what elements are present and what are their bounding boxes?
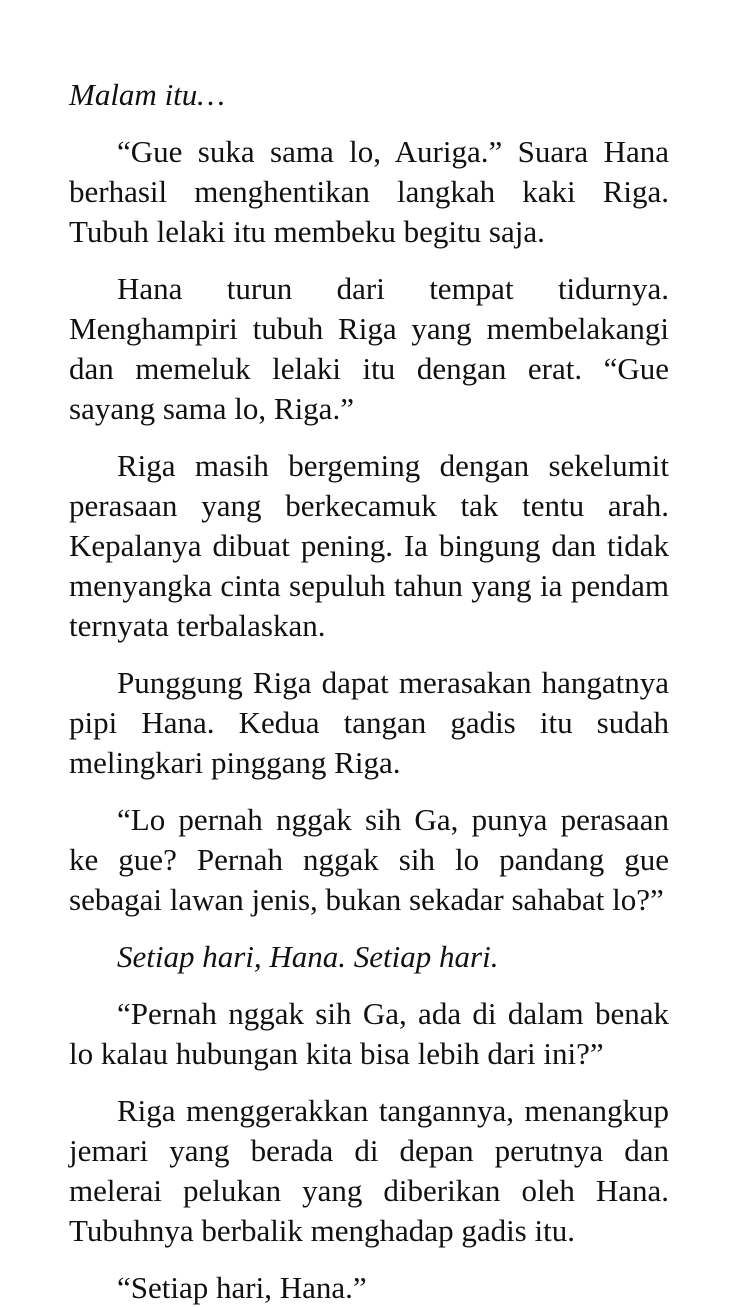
paragraph-inner-thought: Setiap hari, Hana. Setiap hari. [117,939,499,974]
paragraph: “Lo pernah nggak sih Ga, punya perasaan ke gue? Pernah nggak sih lo pandang gue sebagai lawan jenis, bukan sekadar sahabat lo?” [69,802,669,917]
paragraph: Riga menggerakkan tangannya, menangkup jemari yang berada di depan perutnya dan melerai pelukan yang diberikan oleh Hana. Tubuhnya berbalik menghadap gadis itu. [69,1093,669,1248]
paragraph: Riga masih bergeming dengan sekelumit perasaan yang berkecamuk tak tentu arah. Kepalanya dibuat pening. Ia bingung dan tidak menyangka cinta sepuluh tahun yang ia pendam ternyata terbalaskan. [69,448,669,643]
paragraph: “Pernah nggak sih Ga, ada di dalam benak lo kalau hubungan kita bisa lebih dari ini?” [69,996,669,1071]
paragraph: “Gue suka sama lo, Auriga.” Suara Hana berhasil menghentikan langkah kaki Riga. Tubuh lelaki itu membeku begitu saja. [69,134,669,249]
paragraph: Punggung Riga dapat merasakan hangatnya pipi Hana. Kedua tangan gadis itu sudah melingkari pinggang Riga. [69,665,669,780]
paragraph: Hana turun dari tempat tidurnya. Menghampiri tubuh Riga yang membelakangi dan memeluk lelaki itu dengan erat. “Gue sayang sama lo, Riga.” [69,271,669,426]
paragraph-closing: “Setiap hari, Hana.” [117,1270,367,1305]
paragraph-opening: Malam itu… [69,77,225,112]
